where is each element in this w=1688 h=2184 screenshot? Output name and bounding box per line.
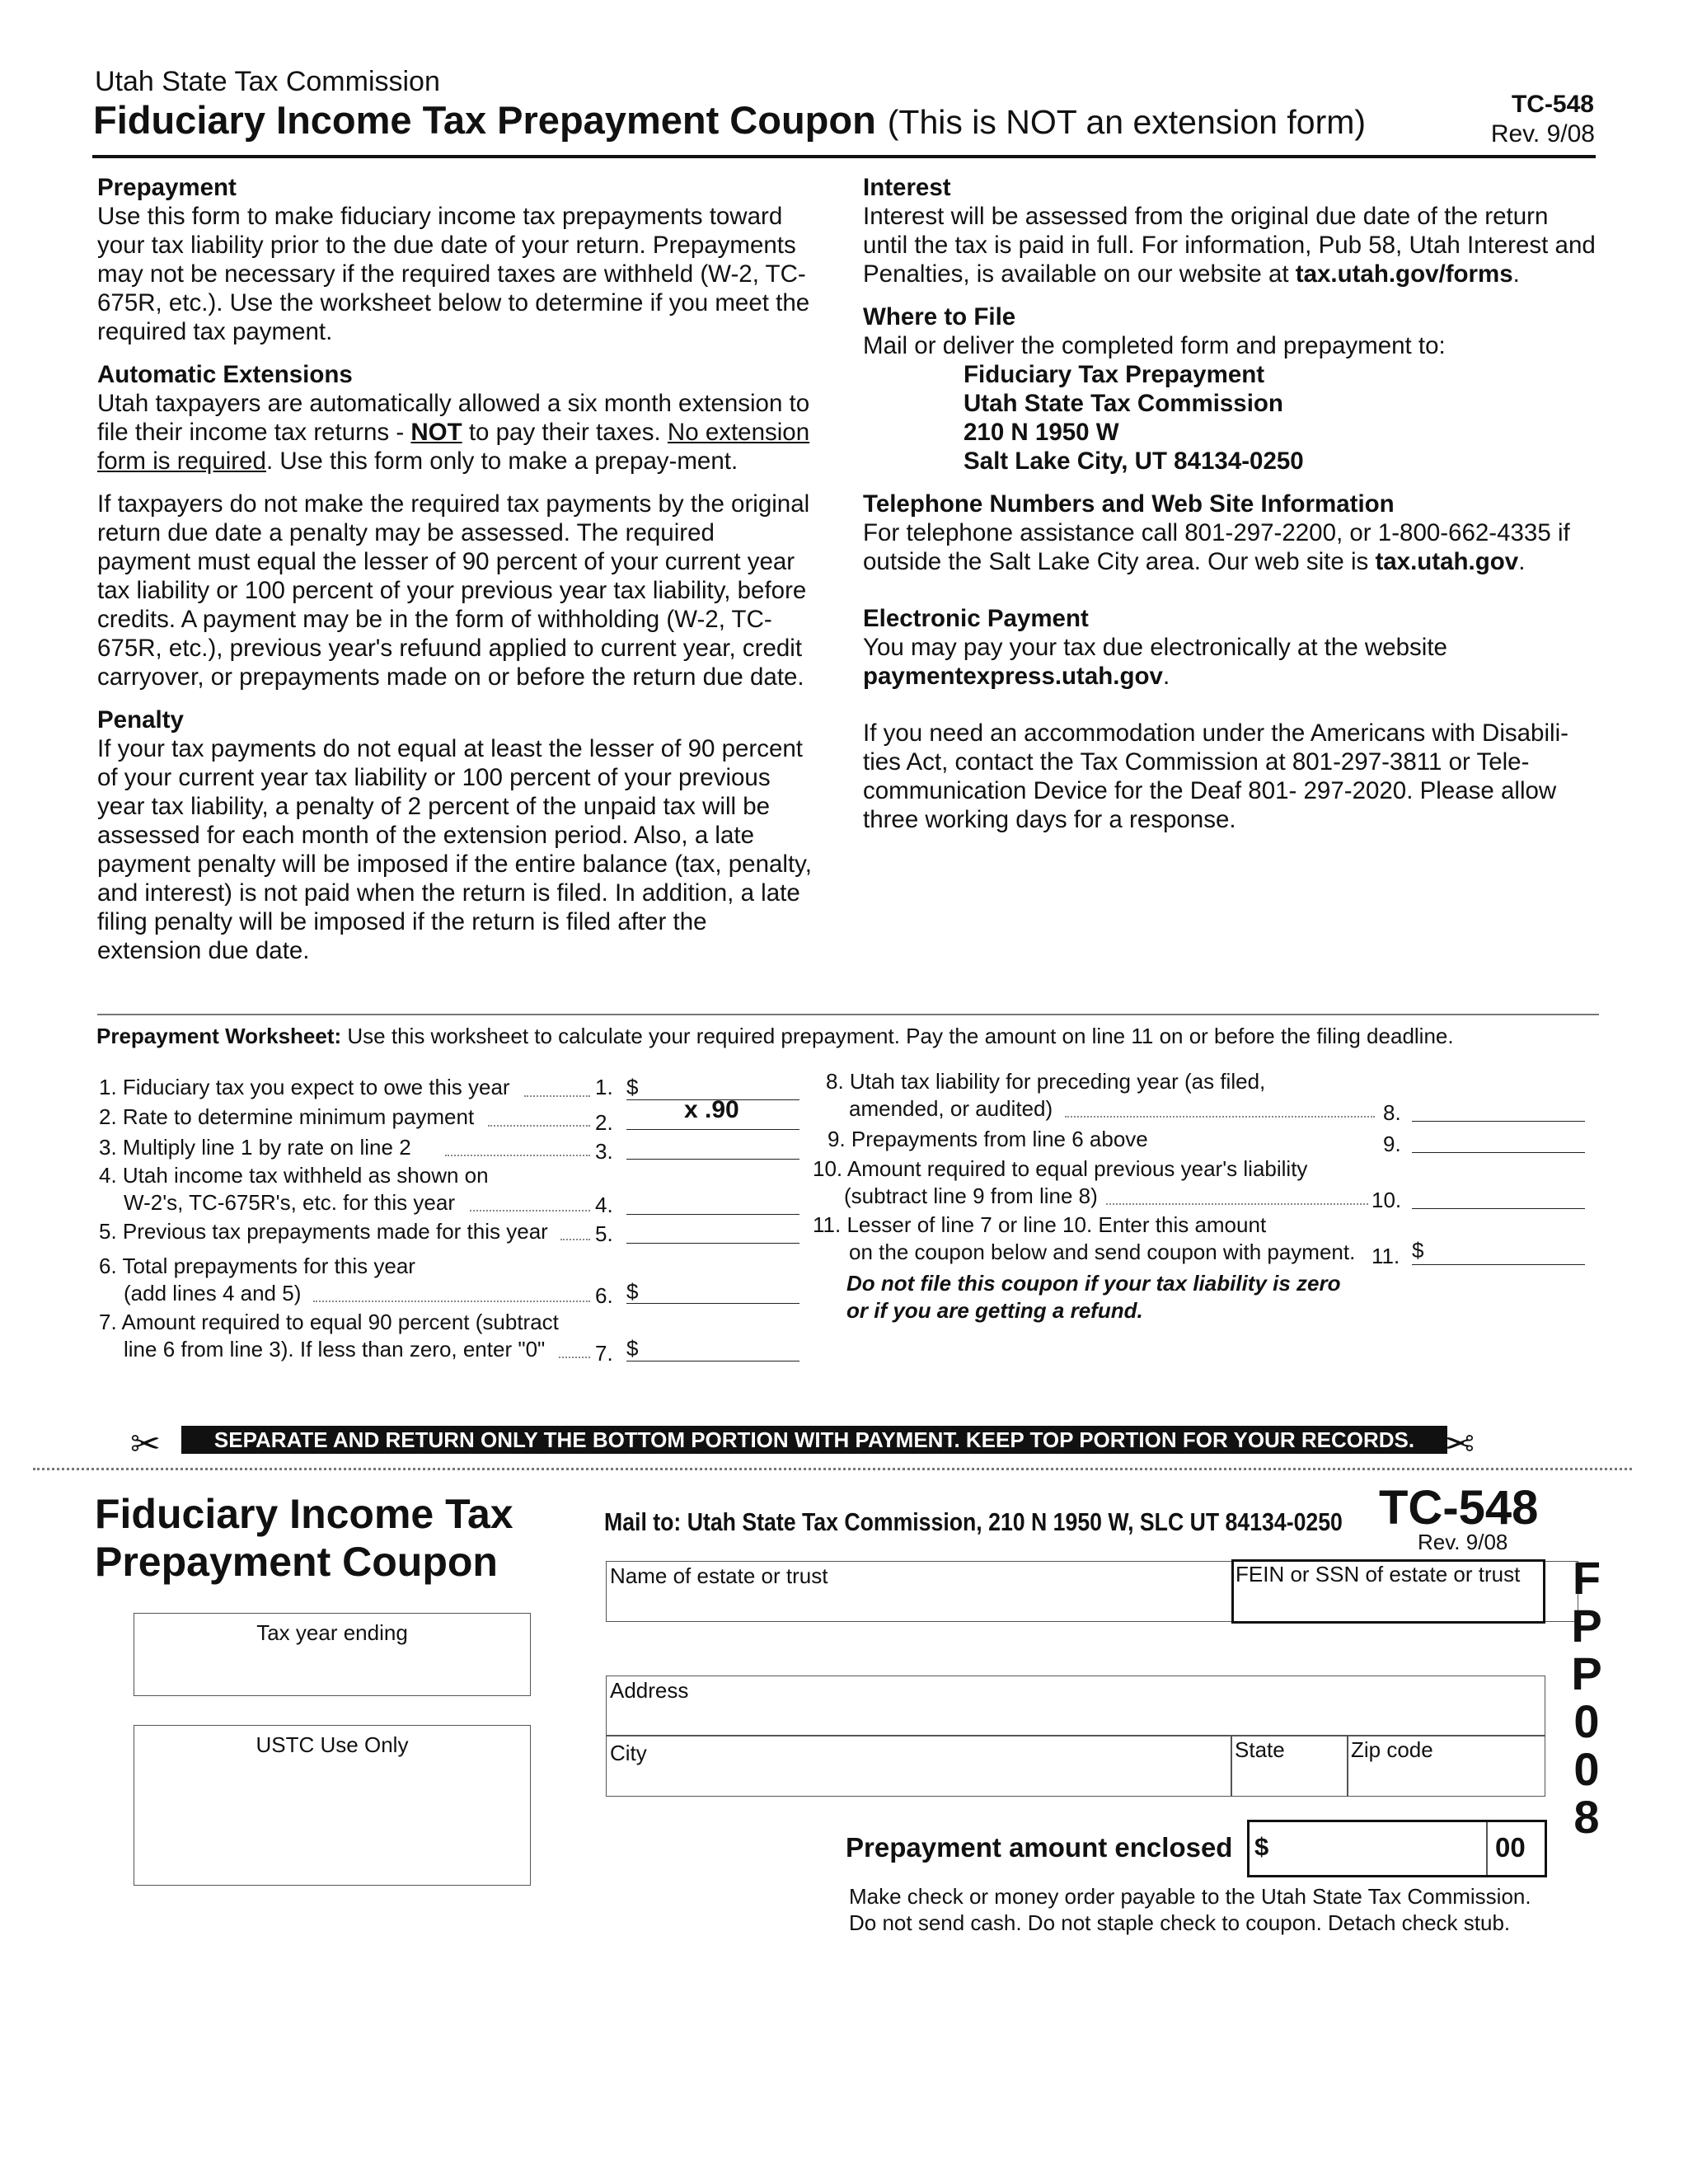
auto-extension-heading: Automatic Extensions [97,361,353,388]
line-number: 3. [595,1139,613,1164]
form-revision: Rev. 9/08 [1490,120,1595,148]
address-line: 210 N 1950 W [964,419,1119,446]
line-8-input[interactable] [1412,1121,1585,1122]
worksheet-line-3-label: 3. Multiply line 1 by rate on line 2 [99,1135,411,1160]
auto-ext-text-2: to pay their taxes. [462,419,668,446]
auto-ext-text-3: . Use this form only to make a prepay-ment. [265,448,738,475]
prepayment-amount-field[interactable] [1247,1820,1547,1877]
address-label: Address [610,1678,689,1703]
dollar-sign: $ [626,1075,639,1099]
worksheet-line-4-label: 4. Utah income tax withheld as shown on [99,1163,489,1188]
line-number: 9. [1383,1132,1401,1156]
penalty-heading: Penalty [97,706,184,733]
code-char: 0 [1573,1695,1600,1747]
worksheet-line-8-label: 8. Utah tax liability for preceding year (as filed, [826,1069,1266,1094]
zip-code-field[interactable] [1347,1735,1545,1797]
amount-dollar-sign: $ [1254,1832,1269,1861]
worksheet-line-11-label: 11. Lesser of line 7 or line 10. Enter this amount [813,1212,1267,1237]
leader-dots [560,1239,590,1240]
code-char: P [1571,1600,1602,1652]
fein-ssn-label: FEIN or SSN of estate or trust [1236,1562,1521,1586]
worksheet-intro-text: Use this worksheet to calculate your required prepayment. Pay the amount on line 11 on or before the filing deadline. [341,1024,1454,1048]
dollar-sign: $ [626,1336,639,1361]
line-11-input[interactable] [1412,1264,1585,1265]
line-number: 2. [595,1110,613,1135]
line-9-input[interactable] [1412,1152,1585,1153]
form-number: TC-548 [1511,91,1594,118]
separate-banner: SEPARATE AND RETURN ONLY THE BOTTOM PORTION WITH PAYMENT. KEEP TOP PORTION FOR YOUR RECORDS. [181,1426,1447,1454]
city-label: City [610,1741,647,1765]
electronic-payment-text-body: You may pay your tax due electronically at the website [863,634,1447,661]
coupon-title-line: Prepayment Coupon [95,1539,498,1585]
address-line: Fiduciary Tax Prepayment [964,361,1265,388]
state-field[interactable] [1231,1735,1348,1797]
worksheet-line-10-label-2: (subtract line 9 from line 8) [844,1183,1098,1208]
website-link[interactable]: tax.utah.gov [1375,548,1519,575]
worksheet-line-8-label-2: amended, or audited) [849,1096,1053,1121]
dollar-sign: $ [1412,1238,1424,1263]
rate-value: x .90 [684,1096,739,1123]
where-to-file-text: Mail or deliver the completed form and prepayment to: [863,332,1446,359]
payment-note-line: Do not send cash. Do not staple check to coupon. Detach check stub. [849,1910,1511,1935]
line-number: 8. [1383,1100,1401,1125]
payment-instructions [849,1883,1531,1936]
worksheet-line-2-label: 2. Rate to determine minimum payment [99,1104,475,1129]
name-of-estate-label: Name of estate or trust [610,1563,828,1588]
agency-name: Utah State Tax Commission [95,66,440,97]
coupon-title [95,1490,513,1586]
worksheet-line-11-label-2: on the coupon below and send coupon with payment. [849,1240,1356,1264]
worksheet-line-6-label-2: (add lines 4 and 5) [124,1281,302,1305]
worksheet-intro-title: Prepayment Worksheet: [96,1024,342,1048]
worksheet-line-6-label: 6. Total prepayments for this year [99,1254,415,1278]
line-number: 5. [595,1221,613,1246]
electronic-payment-heading: Electronic Payment [863,605,1089,632]
worksheet-line-4-label-2: W-2's, TC-675R's, etc. for this year [124,1190,455,1215]
coupon-revision: Rev. 9/08 [1418,1530,1508,1554]
worksheet-line-5-label: 5. Previous tax prepayments made for this year [99,1219,548,1244]
coupon-title-line: Fiduciary Income Tax [95,1491,513,1537]
leader-dots [1065,1116,1375,1118]
ustc-use-only-label: USTC Use Only [256,1732,409,1757]
scissors-icon: ✂ [130,1424,161,1465]
code-char: 0 [1573,1743,1600,1795]
auto-ext-not: NOT [410,419,462,446]
scissors-icon: ✂ [1444,1424,1475,1465]
mail-to-address: Mail to: Utah State Tax Commission, 210 N 1950 W, SLC UT 84134-0250 [604,1507,1343,1536]
prepayment-amount-label: Prepayment amount enclosed [846,1832,1233,1863]
state-label: State [1235,1737,1285,1762]
leader-dots [488,1125,590,1127]
line-number: 10. [1372,1188,1402,1212]
dollar-sign: $ [626,1279,639,1304]
ustc-use-only-box [134,1725,531,1886]
line-number: 4. [595,1193,613,1217]
line-10-input[interactable] [1412,1208,1585,1209]
payment-express-link[interactable]: paymentexpress.utah.gov [863,663,1163,690]
required-payment-text: If taxpayers do not make the required tax payments by the original return due date a penalty may be assessed. The required payment must equal the lesser of 90 percent of your current year tax liability or 100 percent of your previous year tax liability, before credits. A payment may be in the form of withholding (W-2, TC-675R, etc.), previous year's refuund applied to current year, credit carryover, or prepayments made on or before the return due date. [97,490,810,691]
prepayment-heading: Prepayment [97,174,237,201]
telephone-heading: Telephone Numbers and Web Site Information [863,490,1395,518]
telephone-text-body: For telephone assistance call 801-297-2200, or 1-800-662-4335 if outside the Salt Lake City area. Our web site is [863,519,1570,575]
worksheet-line-10-label: 10. Amount required to equal previous year's liability [813,1156,1308,1181]
prepayment-text: Use this form to make fiduciary income tax prepayments toward your tax liability prior to the due date of your return. Prepayments may not be necessary if the required taxes are withheld (W-2, TC-675R, etc.). Use the worksheet below to determine if you meet the required tax payment. [97,203,810,345]
code-char: P [1571,1647,1602,1699]
line-6-input[interactable] [626,1303,799,1304]
leader-dots [1106,1203,1368,1205]
leader-dots [524,1095,590,1097]
warning-line-2: or if you are getting a refund. [846,1298,1143,1323]
fein-ssn-field[interactable] [1231,1559,1545,1624]
cents-divider [1486,1822,1488,1875]
cut-line [33,1468,1632,1470]
worksheet-line-9-label: 9. Prepayments from line 6 above [828,1127,1148,1151]
worksheet-line-7-label: 7. Amount required to equal 90 percent (subtract [99,1310,559,1334]
interest-text: Interest will be assessed from the original due date of the return until the tax is paid in full. For information, Pub 58, Utah Interest and Penalties, is available on our website at tax.utah.gov/forms. [863,203,1596,288]
worksheet-line-7-label-2: line 6 from line 3). If less than zero, enter "0" [124,1337,546,1361]
line-5-input[interactable] [626,1243,799,1244]
line-4-input[interactable] [626,1214,799,1215]
address-field[interactable] [606,1675,1545,1736]
ada-text: If you need an accommodation under the Americans with Disabili-ties Act, contact the Tax Commission at 801-297-3811 or Tele-communication Device for the Deaf 801- 297-2020. Please allow three working days for a response. [863,719,1568,833]
code-char: F [1572,1552,1601,1604]
tax-year-ending-label: Tax year ending [256,1620,408,1645]
leader-dots [445,1155,590,1156]
leader-dots [470,1210,590,1212]
leader-dots [313,1301,590,1302]
leader-dots [559,1357,590,1358]
amount-cents: 00 [1495,1832,1526,1863]
line-3-input[interactable] [626,1159,799,1160]
tax-year-ending-field[interactable] [134,1613,531,1696]
warning-line-1: Do not file this coupon if your tax liability is zero [846,1271,1341,1296]
address-line: Utah State Tax Commission [964,390,1283,417]
code-char: 8 [1573,1791,1600,1843]
coupon-form-number: TC-548 [1379,1481,1539,1535]
line-number: 1. [595,1075,613,1099]
where-to-file-heading: Where to File [863,303,1016,330]
auto-ext-underline: No extension form is required [97,419,810,475]
form-title-text: Fiduciary Income Tax Prepayment Coupon [93,98,876,142]
zip-code-label: Zip code [1351,1737,1433,1762]
city-field[interactable] [606,1735,1232,1797]
penalty-text: If your tax payments do not equal at least the lesser of 90 percent of your current year tax liability or 100 percent of your previous year tax liability, a penalty of 2 percent of the unpaid tax will be assessed for each month of the extension period. Also, a late payment penalty will be imposed if the entire balance (tax, penalty, and interest) is not paid when the return is filed. In addition, a late filing penalty will be imposed if the return is filed after the extension due date. [97,735,812,964]
interest-text-body: Interest will be assessed from the original due date of the return until the tax is paid in full. For information, Pub 58, Utah Interest and Penalties, is available on our website at [863,203,1596,288]
line-number: 11. [1372,1244,1400,1268]
vertical-form-code [1562,1554,1611,1841]
line-2-input [626,1129,799,1130]
form-title-note: (This is NOT an extension form) [887,103,1367,141]
line-number: 7. [595,1341,613,1366]
telephone-text: For telephone assistance call 801-297-2200, or 1-800-662-4335 if outside the Salt Lake City area. Our web site is tax.utah.gov. [863,519,1570,575]
auto-ext-text-1: Utah taxpayers are automatically allowed a six month extension to file their income tax returns - [97,390,810,446]
interest-forms-link[interactable]: tax.utah.gov/forms [1295,260,1513,288]
payment-note-line: Make check or money order payable to the Utah State Tax Commission. [849,1884,1531,1909]
address-line: Salt Lake City, UT 84134-0250 [964,448,1304,475]
electronic-payment-text: You may pay your tax due electronically at the website paymentexpress.utah.gov. [863,634,1447,690]
worksheet-line-1-label: 1. Fiduciary tax you expect to owe this year [99,1075,510,1099]
interest-heading: Interest [863,174,951,201]
line-number: 6. [595,1283,613,1308]
